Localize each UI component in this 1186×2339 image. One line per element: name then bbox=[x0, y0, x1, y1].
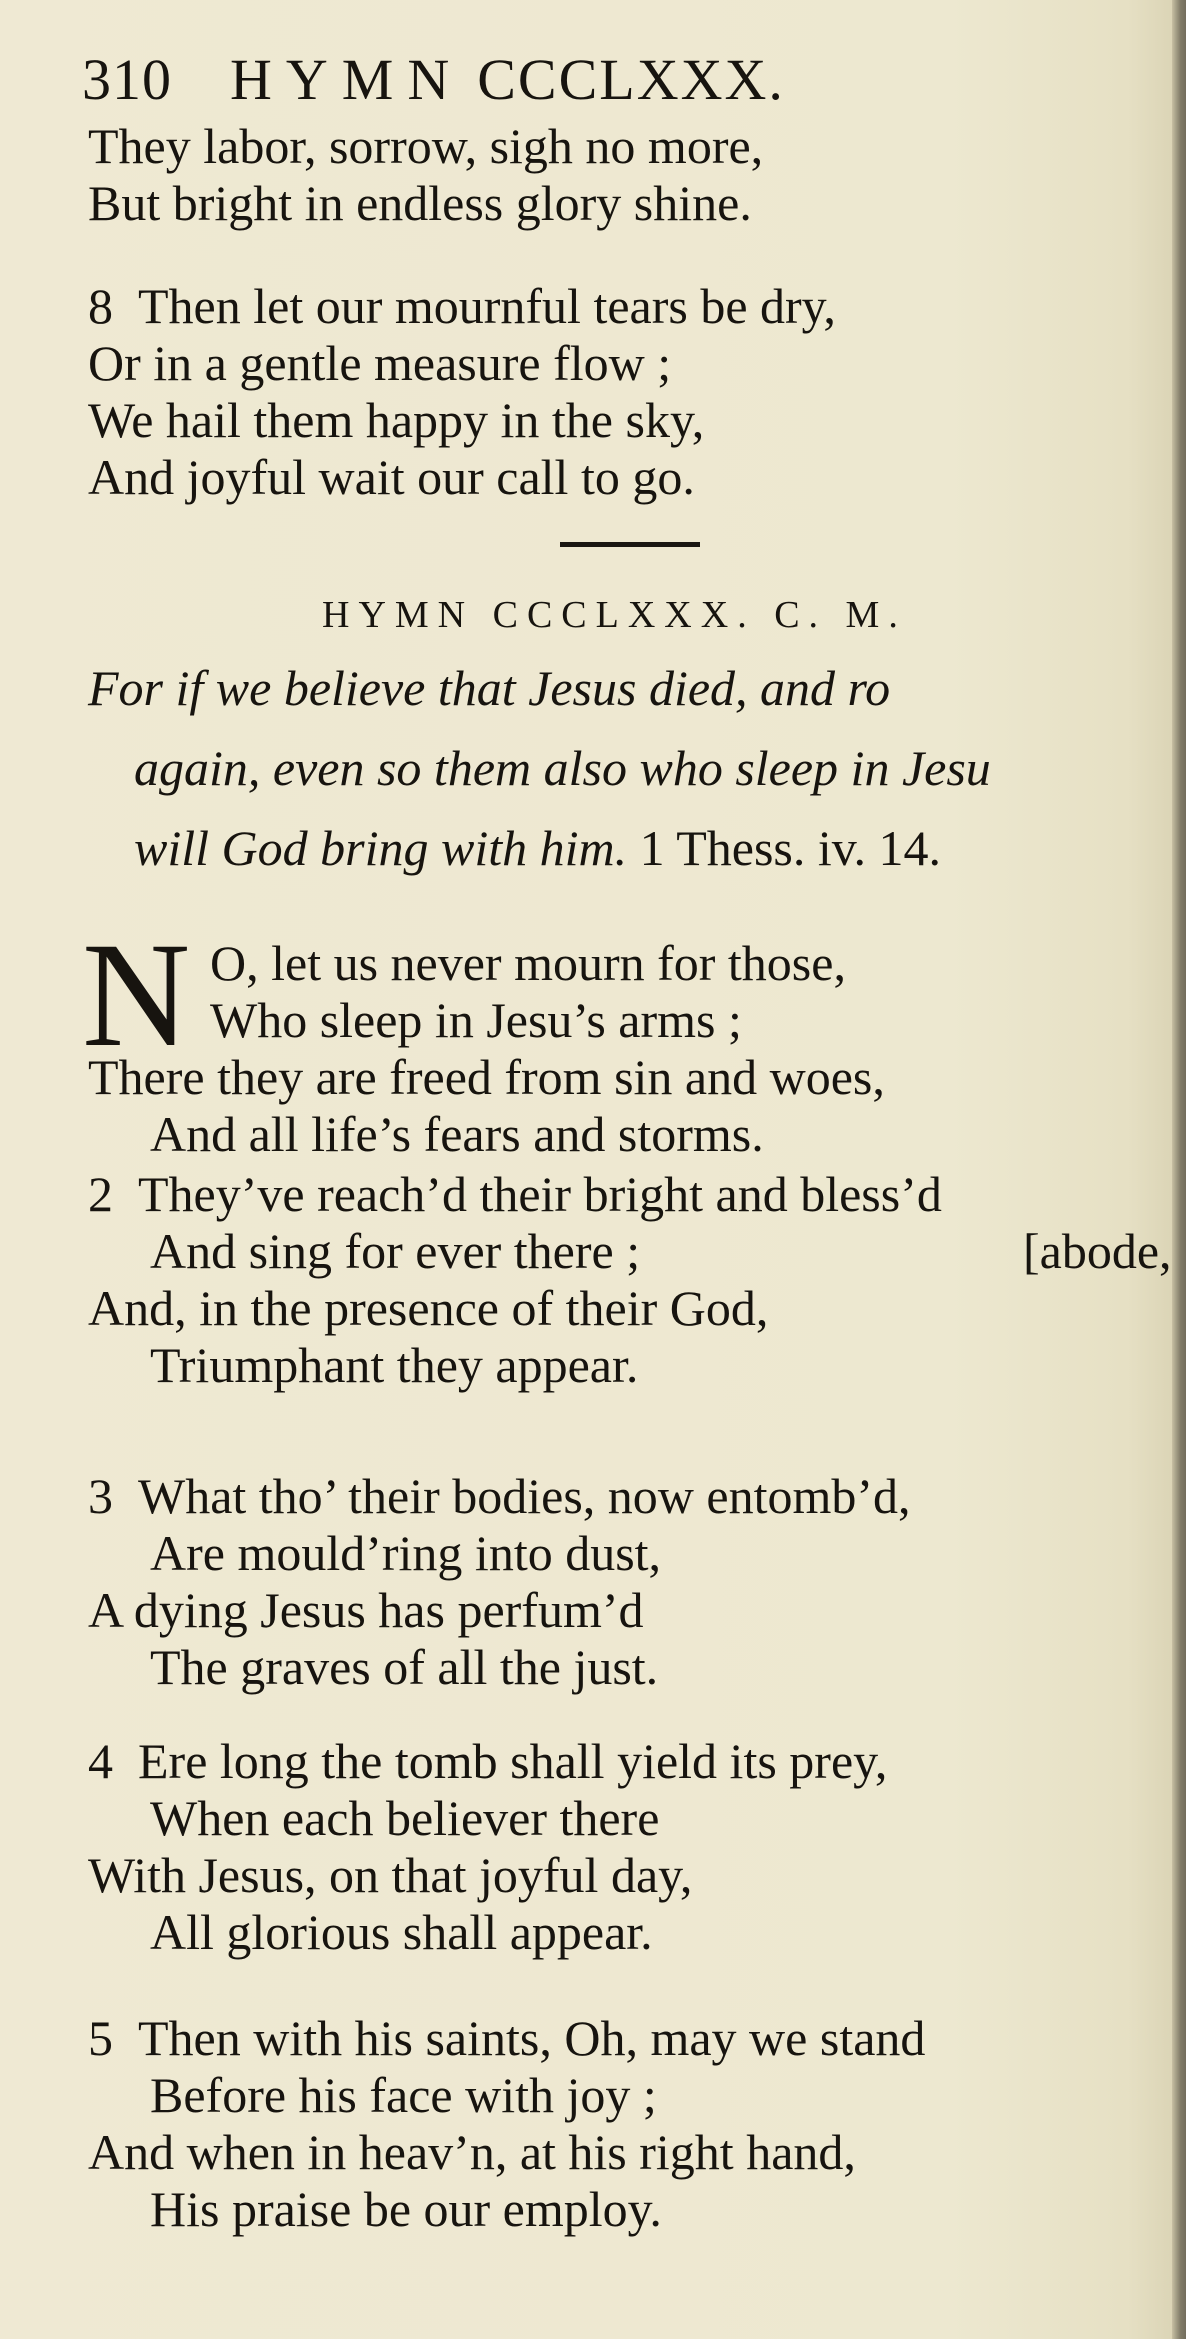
verse-line: His praise be our employ. bbox=[150, 2181, 662, 2237]
verse-line: And all life’s fears and storms. bbox=[150, 1106, 764, 1162]
verse-line: Or in a gentle measure flow ; bbox=[88, 335, 672, 391]
epigraph-line-2: again, even so them also who sleep in Jesu bbox=[134, 740, 991, 796]
verse-line: They labor, sorrow, sigh no more, bbox=[88, 118, 764, 174]
hymn-heading: HYMN CCCLXXX. C. M. bbox=[322, 594, 907, 636]
running-header bbox=[82, 40, 1162, 120]
drop-cap: N bbox=[82, 912, 191, 1078]
verse-line: Then let our mournful tears be dry, bbox=[138, 278, 836, 334]
verse-line: There they are freed from sin and woes, bbox=[88, 1049, 885, 1105]
epigraph-line-1: For if we believe that Jesus died, and ro bbox=[88, 660, 891, 716]
section-divider bbox=[560, 542, 700, 547]
verse-number: 3 bbox=[88, 1468, 113, 1524]
verse-number: 2 bbox=[88, 1166, 113, 1222]
verse-line: Ere long the tomb shall yield its prey, bbox=[138, 1733, 888, 1789]
verse-8 bbox=[88, 278, 1173, 506]
verse-2 bbox=[88, 1166, 1173, 1394]
header-hymn-number: CCCLXXX. bbox=[477, 47, 785, 112]
carry-over-word: [abode, bbox=[1023, 1223, 1172, 1279]
verse-line: Who sleep in Jesu’s arms ; bbox=[210, 992, 742, 1048]
verse-line: When each believer there bbox=[150, 1790, 660, 1846]
verse-line: Are mould’ring into dust, bbox=[150, 1525, 662, 1581]
verse-line: And, in the presence of their God, bbox=[88, 1280, 769, 1336]
page-edge-shadow bbox=[1172, 0, 1186, 2339]
verse-number: 4 bbox=[88, 1733, 113, 1789]
verse-line: Then with his saints, Oh, may we stand bbox=[138, 2010, 926, 2066]
epigraph-line-3 bbox=[88, 818, 1186, 878]
verse-line: We hail them happy in the sky, bbox=[88, 392, 705, 448]
verse-line: All glorious shall appear. bbox=[150, 1904, 653, 1960]
verse-line: With Jesus, on that joyful day, bbox=[88, 1847, 693, 1903]
header-title: HYMN bbox=[230, 47, 464, 112]
verse-5 bbox=[88, 2010, 1173, 2238]
verse-3 bbox=[88, 1468, 1173, 1696]
verse-line: And when in heav’n, at his right hand, bbox=[88, 2124, 856, 2180]
verse-line: Before his face with joy ; bbox=[150, 2067, 657, 2123]
page-number: 310 bbox=[82, 47, 172, 112]
verse-line: A dying Jesus has perfum’d bbox=[88, 1582, 644, 1638]
verse-line: They’ve reach’d their bright and bless’d bbox=[138, 1166, 942, 1222]
previous-hymn-ending bbox=[88, 118, 1173, 232]
verse-line: But bright in endless glory shine. bbox=[88, 175, 752, 231]
scripture-reference: 1 Thess. iv. 14. bbox=[639, 820, 942, 876]
verse-number: 8 bbox=[88, 278, 113, 334]
verse-line: Triumphant they appear. bbox=[150, 1337, 639, 1393]
verse-line: O, let us never mourn for those, bbox=[210, 935, 846, 991]
epigraph-text: will God bring with him. bbox=[134, 820, 628, 876]
verse-1-rest bbox=[88, 1049, 1173, 1163]
verse-1-opening bbox=[210, 935, 1170, 1049]
verse-line: What tho’ their bodies, now entomb’d, bbox=[138, 1468, 911, 1524]
verse-line: And sing for ever there ; bbox=[150, 1223, 641, 1279]
verse-number: 5 bbox=[88, 2010, 113, 2066]
verse-line: And joyful wait our call to go. bbox=[88, 449, 695, 505]
verse-line: The graves of all the just. bbox=[150, 1639, 659, 1695]
verse-4 bbox=[88, 1733, 1173, 1961]
